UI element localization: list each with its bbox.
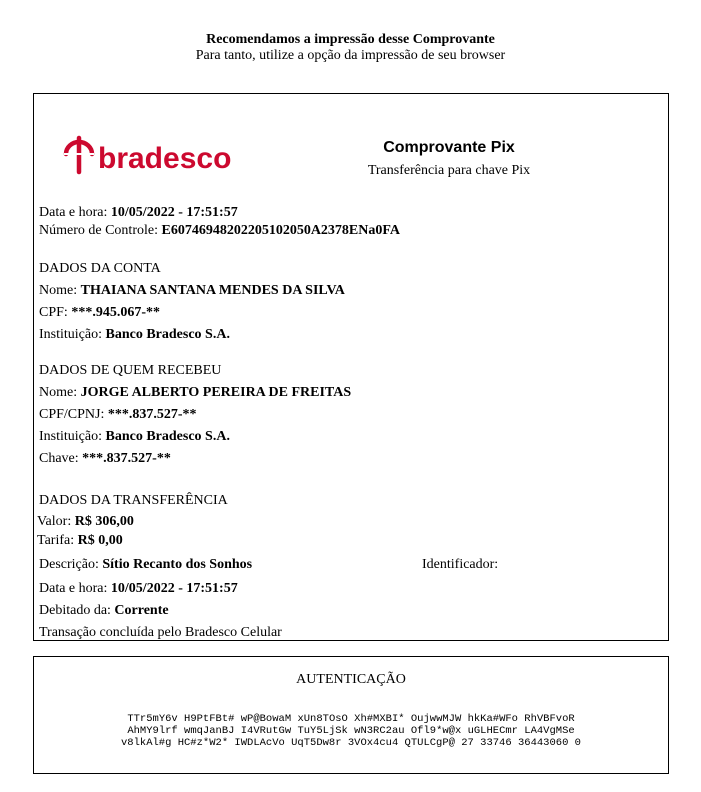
transfer-datetime: Data e hora: 10/05/2022 - 17:51:57 — [39, 581, 238, 596]
receiver-name: Nome: JORGE ALBERTO PEREIRA DE FREITAS — [39, 385, 352, 400]
account-name: Nome: THAIANA SANTANA MENDES DA SILVA — [39, 283, 345, 298]
transfer-fee: Tarifa: R$ 0,00 — [37, 533, 123, 548]
print-recommendation-title: Recomendamos a impressão desse Comprovante — [206, 32, 495, 47]
meta-datetime: Data e hora: 10/05/2022 - 17:51:57 — [39, 205, 238, 220]
transfer-heading: DADOS DA TRANSFERÊNCIA — [39, 493, 228, 508]
transfer-description: Descrição: Sítio Recanto dos Sonhos — [39, 557, 253, 572]
meta-datetime-value: 10/05/2022 - 17:51:57 — [110, 205, 238, 220]
authentication-line-3: v8lkAl#g HC#z*W2* IWDLAcVo UqT5Dw8r 3VOx4cu4 QTULCgP@ 27 33746 36443060 0 — [121, 737, 581, 749]
transfer-footer: Transação concluída pelo Bradesco Celular — [39, 625, 282, 640]
receiver-document: CPF/CPNJ: ***.837.527-** — [39, 407, 197, 422]
account-heading: DADOS DA CONTA — [39, 261, 161, 276]
authentication-code — [34, 713, 668, 749]
bradesco-logo-icon — [58, 132, 238, 176]
account-institution: Instituição: Banco Bradesco S.A. — [39, 327, 230, 342]
authentication-line-1: TTr5mY6v H9PtFBt# wP@BowaM xUn8TOsO Xh#MXBI* OujwwMJW hkKa#WFo RhVBFvoR — [127, 713, 575, 725]
transfer-identifier: Identificador: — [422, 557, 499, 572]
receipt-subtitle: Transferência para chave Pix — [367, 163, 531, 178]
transfer-debit-account: Debitado da: Corrente — [39, 603, 169, 618]
bradesco-logo — [58, 132, 238, 176]
authentication-title: AUTENTICAÇÃO — [296, 672, 406, 687]
pix-receipt — [33, 93, 669, 641]
print-recommendation-subtitle: Para tanto, utilize a opção da impressão de seu browser — [195, 48, 506, 63]
print-recommendation — [0, 32, 701, 64]
meta-control-value: E60746948202205102050A2378ENa0FA — [161, 223, 401, 238]
authentication-line-2: AhMY9lrf wmqJanBJ I4VRutGw TuY5LjSk wN3RC2au Ofl9*w@x uGLHECmr LA4VgMSe — [127, 725, 575, 737]
receipt-header — [294, 138, 604, 180]
transfer-value: Valor: R$ 306,00 — [37, 514, 134, 529]
receiver-heading: DADOS DE QUEM RECEBEU — [39, 363, 222, 378]
authentication-box — [33, 656, 669, 774]
meta-control-number: Número de Controle: E60746948202205102050A2378ENa0FA — [39, 223, 401, 238]
receipt-title: Comprovante Pix — [383, 139, 515, 156]
receiver-key: Chave: ***.837.527-** — [39, 451, 171, 466]
receiver-institution: Instituição: Banco Bradesco S.A. — [39, 429, 230, 444]
bradesco-logo-text: bradesco — [98, 142, 232, 175]
account-cpf: CPF: ***.945.067-** — [39, 305, 160, 320]
